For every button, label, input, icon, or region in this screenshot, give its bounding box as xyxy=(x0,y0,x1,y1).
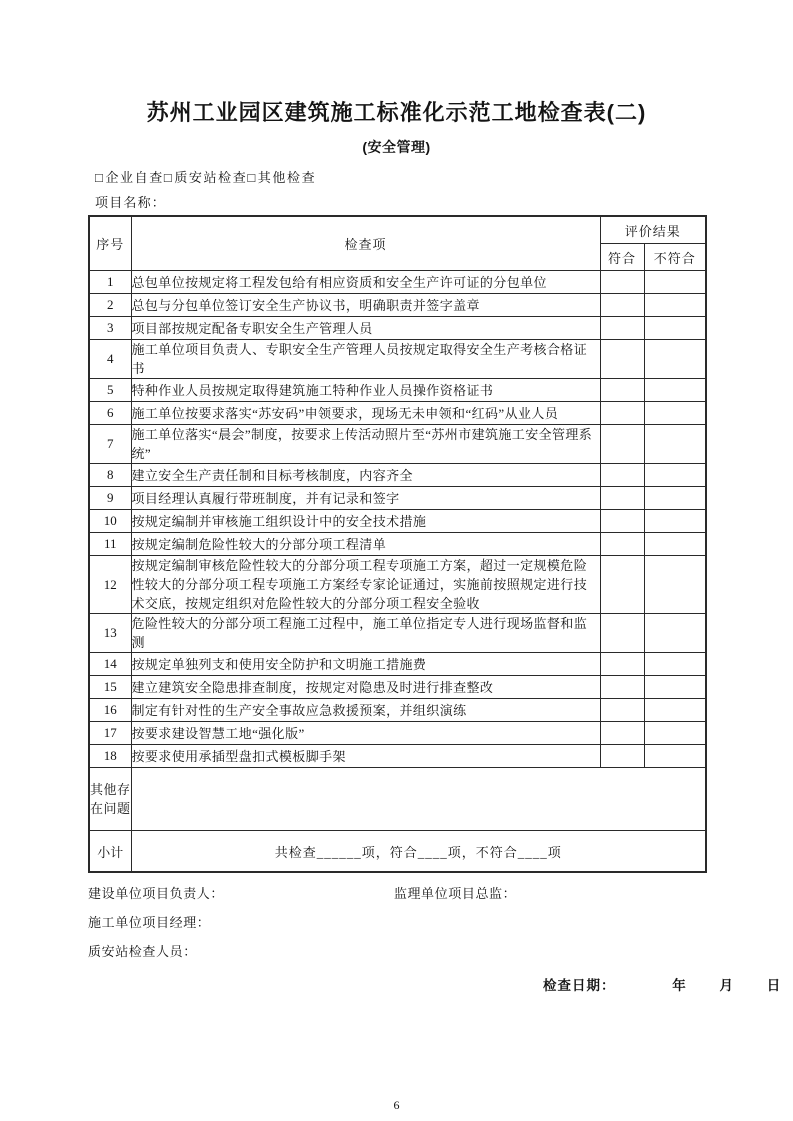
result-pass-cell[interactable] xyxy=(600,676,644,699)
header-row-top xyxy=(89,216,706,244)
result-fail-cell[interactable] xyxy=(644,271,706,294)
checkbox-icon[interactable]: □ xyxy=(95,170,105,185)
row-number: 10 xyxy=(89,510,131,533)
subtotal-label: 小计 xyxy=(89,831,131,873)
row-number: 14 xyxy=(89,653,131,676)
result-pass-cell[interactable] xyxy=(600,487,644,510)
inspection-item-text: 按规定编制并审核施工组织设计中的安全技术措施 xyxy=(131,510,600,533)
row-number: 1 xyxy=(89,271,131,294)
inspection-table xyxy=(88,215,707,873)
row-number: 5 xyxy=(89,379,131,402)
checkbox-icon[interactable]: □ xyxy=(247,170,257,185)
col-header-seq: 序号 xyxy=(89,216,131,271)
result-fail-cell[interactable] xyxy=(644,425,706,464)
row-number: 9 xyxy=(89,487,131,510)
check-option-label: 其他检查 xyxy=(257,170,317,185)
result-pass-cell[interactable] xyxy=(600,340,644,379)
inspection-item-text: 按要求建设智慧工地“强化版” xyxy=(131,722,600,745)
result-fail-cell[interactable] xyxy=(644,464,706,487)
col-header-result: 评价结果 xyxy=(600,216,706,244)
result-pass-cell[interactable] xyxy=(600,556,644,614)
result-fail-cell[interactable] xyxy=(644,614,706,653)
project-name-label: 项目名称： xyxy=(95,195,167,210)
inspection-item-text: 总包与分包单位签订安全生产协议书，明确职责并签字盖章 xyxy=(131,294,600,317)
result-pass-cell[interactable] xyxy=(600,402,644,425)
row-number: 2 xyxy=(89,294,131,317)
inspection-item-text: 特种作业人员按规定取得建筑施工特种作业人员操作资格证书 xyxy=(131,379,600,402)
table-row xyxy=(89,379,706,402)
check-option-station xyxy=(164,170,247,185)
row-number: 16 xyxy=(89,699,131,722)
signature-row xyxy=(88,912,793,931)
result-fail-cell[interactable] xyxy=(644,340,706,379)
result-pass-cell[interactable] xyxy=(600,379,644,402)
subtotal-text: 共检查______项，符合____项，不符合____项 xyxy=(131,831,706,873)
result-pass-cell[interactable] xyxy=(600,425,644,464)
table-row xyxy=(89,425,706,464)
result-pass-cell[interactable] xyxy=(600,464,644,487)
check-option-enterprise xyxy=(95,170,164,185)
result-fail-cell[interactable] xyxy=(644,556,706,614)
result-pass-cell[interactable] xyxy=(600,699,644,722)
row-number: 15 xyxy=(89,676,131,699)
other-problems-cell[interactable] xyxy=(131,768,706,831)
inspection-date-label: 检查日期： xyxy=(543,978,616,993)
result-fail-cell[interactable] xyxy=(644,533,706,556)
table-row xyxy=(89,556,706,614)
inspection-date-line xyxy=(543,974,793,994)
result-fail-cell[interactable] xyxy=(644,699,706,722)
inspector-signature-label: 质安站检查人员： xyxy=(88,944,197,959)
row-number: 18 xyxy=(89,745,131,768)
table-row xyxy=(89,464,706,487)
row-number: 6 xyxy=(89,402,131,425)
result-fail-cell[interactable] xyxy=(644,745,706,768)
check-option-label: 质安站检查 xyxy=(174,170,248,185)
table-row xyxy=(89,699,706,722)
page-title: 苏州工业园区建筑施工标准化示范工地检查表(二) xyxy=(146,100,647,125)
table-row xyxy=(89,614,706,653)
inspection-item-text: 危险性较大的分部分项工程施工过程中，施工单位指定专人进行现场监督和监测 xyxy=(131,614,600,653)
page-number: 6 xyxy=(393,1098,400,1112)
table-row xyxy=(89,402,706,425)
result-fail-cell[interactable] xyxy=(644,379,706,402)
month-label: 月 xyxy=(719,978,735,993)
other-problems-label: 其他存在问题 xyxy=(89,768,131,831)
inspection-item-text: 总包单位按规定将工程发包给有相应资质和安全生产许可证的分包单位 xyxy=(131,271,600,294)
table-row xyxy=(89,676,706,699)
inspection-item-text: 按规定单独列支和使用安全防护和文明施工措施费 xyxy=(131,653,600,676)
signature-row xyxy=(88,883,793,902)
table-row xyxy=(89,271,706,294)
row-number: 7 xyxy=(89,425,131,464)
inspection-item-text: 建立建筑安全隐患排查制度，按规定对隐患及时进行排查整改 xyxy=(131,676,600,699)
inspection-item-text: 建立安全生产责任制和目标考核制度，内容齐全 xyxy=(131,464,600,487)
inspection-item-text: 按规定编制审核危险性较大的分部分项工程专项施工方案，超过一定规模危险性较大的分部分项工程专项施工方案经专家论证通过，实施前按照规定进行技术交底，按规定组织对危险性较大的分部分项工程安全验收 xyxy=(131,556,600,614)
result-pass-cell[interactable] xyxy=(600,533,644,556)
result-pass-cell[interactable] xyxy=(600,317,644,340)
contractor-signature-label: 施工单位项目经理： xyxy=(88,915,211,930)
result-fail-cell[interactable] xyxy=(644,722,706,745)
result-pass-cell[interactable] xyxy=(600,614,644,653)
table-row xyxy=(89,533,706,556)
signature-section xyxy=(88,883,793,994)
result-fail-cell[interactable] xyxy=(644,402,706,425)
row-number: 4 xyxy=(89,340,131,379)
supervisor-signature-label: 监理单位项目总监： xyxy=(393,886,517,901)
table-row xyxy=(89,745,706,768)
signature-row xyxy=(88,941,793,960)
table-row xyxy=(89,510,706,533)
row-number: 12 xyxy=(89,556,131,614)
result-fail-cell[interactable] xyxy=(644,294,706,317)
check-option-other xyxy=(247,170,316,185)
table-row xyxy=(89,653,706,676)
col-header-fail: 不符合 xyxy=(644,244,706,271)
check-option-label: 企业自查 xyxy=(105,170,164,185)
inspection-item-text: 项目经理认真履行带班制度，并有记录和签字 xyxy=(131,487,600,510)
table-row xyxy=(89,722,706,745)
other-problems-row xyxy=(89,768,706,831)
result-pass-cell[interactable] xyxy=(600,271,644,294)
result-fail-cell[interactable] xyxy=(644,653,706,676)
checkbox-icon[interactable]: □ xyxy=(163,170,174,185)
row-number: 8 xyxy=(89,464,131,487)
table-row xyxy=(89,487,706,510)
inspection-item-text: 施工单位项目负责人、专职安全生产管理人员按规定取得安全生产考核合格证书 xyxy=(131,340,600,379)
result-fail-cell[interactable] xyxy=(644,317,706,340)
inspection-item-text: 项目部按规定配备专职安全生产管理人员 xyxy=(131,317,600,340)
subtotal-row xyxy=(89,831,706,873)
result-fail-cell[interactable] xyxy=(644,676,706,699)
year-label: 年 xyxy=(672,978,687,993)
result-pass-cell[interactable] xyxy=(600,510,644,533)
result-fail-cell[interactable] xyxy=(644,510,706,533)
table-row xyxy=(89,294,706,317)
row-number: 17 xyxy=(89,722,131,745)
col-header-item: 检查项 xyxy=(131,216,600,271)
inspection-item-text: 施工单位按要求落实“苏安码”申领要求，现场无未申领和“红码”从业人员 xyxy=(131,402,600,425)
row-number: 3 xyxy=(89,317,131,340)
row-number: 13 xyxy=(89,614,131,653)
result-fail-cell[interactable] xyxy=(644,487,706,510)
result-pass-cell[interactable] xyxy=(600,722,644,745)
result-pass-cell[interactable] xyxy=(600,653,644,676)
table-row xyxy=(89,340,706,379)
inspection-item-text: 按要求使用承插型盘扣式模板脚手架 xyxy=(131,745,600,768)
day-label: 日 xyxy=(766,978,782,993)
result-pass-cell[interactable] xyxy=(600,294,644,317)
inspection-item-text: 制定有针对性的生产安全事故应急救援预案，并组织演练 xyxy=(131,699,600,722)
inspection-item-text: 施工单位落实“晨会”制度，按要求上传活动照片至“苏州市建筑施工安全管理系统” xyxy=(131,425,600,464)
check-type-options xyxy=(95,167,793,186)
builder-signature-label: 建设单位项目负责人： xyxy=(88,886,225,901)
row-number: 11 xyxy=(89,533,131,556)
inspection-item-text: 按规定编制危险性较大的分部分项工程清单 xyxy=(131,533,600,556)
table-row xyxy=(89,317,706,340)
result-pass-cell[interactable] xyxy=(600,745,644,768)
col-header-pass: 符合 xyxy=(600,244,644,271)
page-subtitle: (安全管理) xyxy=(362,139,431,155)
